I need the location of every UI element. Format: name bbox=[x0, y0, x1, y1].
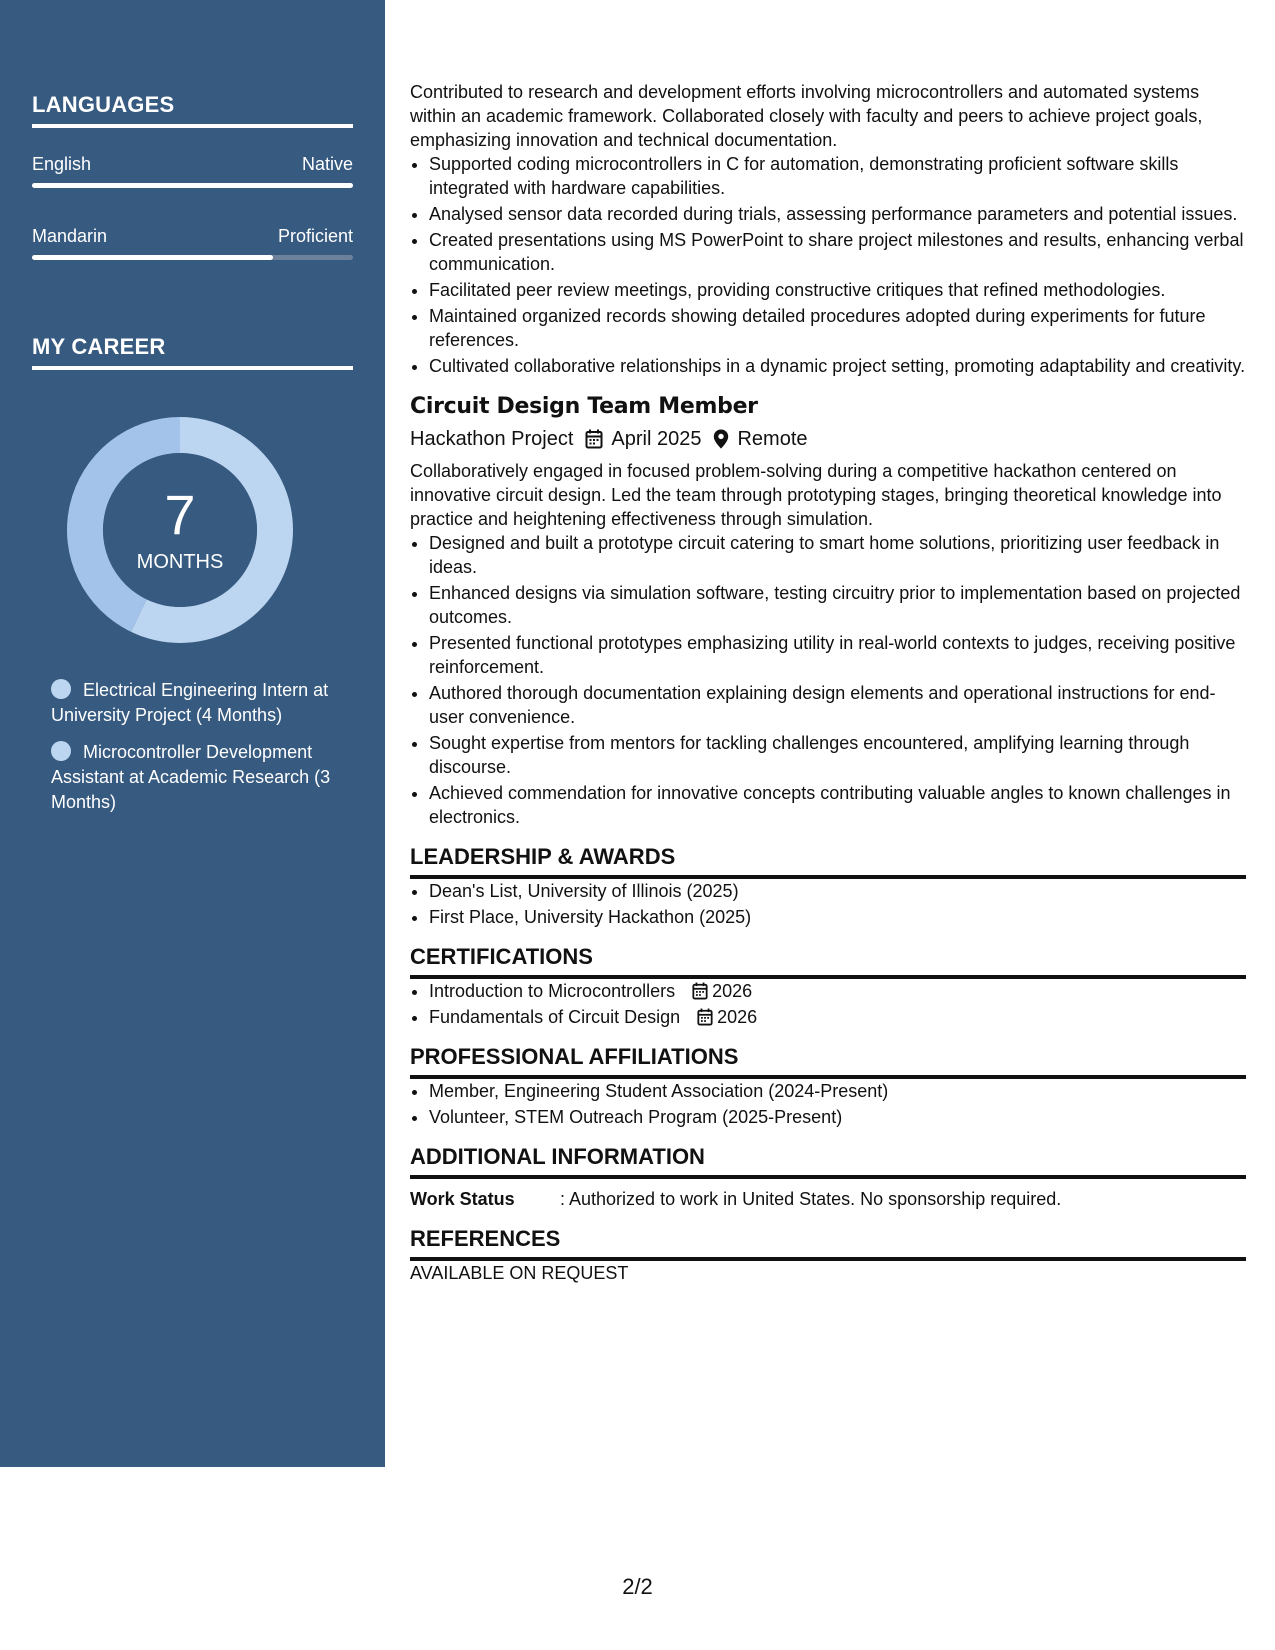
sidebar bbox=[0, 0, 385, 1467]
career-donut bbox=[67, 417, 293, 643]
experience-intro: Contributed to research and development efforts involving microcontrollers and automated systems within an academic framework. Collaborated closely with faculty and peers to achieve project goals, emphasizing innovation and technical documentation. bbox=[410, 82, 1203, 150]
work-status-value: : Authorized to work in United States. No sponsorship required. bbox=[560, 1189, 1062, 1209]
job-location: Remote bbox=[737, 428, 808, 450]
legend-dot bbox=[51, 679, 71, 699]
work-status-row bbox=[410, 1187, 1246, 1211]
bullet: • Dean's List, University of Illinois (2025) bbox=[429, 879, 1246, 903]
languages-section bbox=[32, 92, 353, 260]
career-item-text: Microcontroller Development Assistant at Academic Research (3 Months) bbox=[51, 742, 331, 812]
legend-dot bbox=[51, 741, 71, 761]
career-item bbox=[51, 678, 351, 728]
certifications-list bbox=[410, 979, 1246, 1029]
affiliations-list bbox=[410, 1079, 1246, 1129]
job-title: Circuit Design Team Member bbox=[410, 394, 758, 419]
references-text: AVAILABLE ON REQUEST bbox=[410, 1263, 629, 1283]
bullet: • Enhanced designs via simulation software, testing circuitry prior to implementation based on projected outcomes. bbox=[429, 581, 1246, 629]
bullet: • First Place, University Hackathon (2025) bbox=[429, 905, 1246, 929]
calendar-icon bbox=[585, 429, 603, 449]
calendar-icon bbox=[692, 982, 708, 1000]
section-title-additional: ADDITIONAL INFORMATION bbox=[410, 1143, 1246, 1179]
language-item-english bbox=[32, 154, 353, 188]
section-title-leadership: LEADERSHIP & AWARDS bbox=[410, 843, 1246, 879]
bullet: • Volunteer, STEM Outreach Program (2025-Present) bbox=[429, 1105, 1246, 1129]
work-status-label: Work Status bbox=[410, 1189, 515, 1209]
language-level: Native bbox=[301, 154, 353, 174]
certification-year: 2026 bbox=[712, 981, 753, 1001]
bullet: • Facilitated peer review meetings, providing constructive critiques that refined methodologies. bbox=[429, 278, 1246, 302]
language-name: Mandarin bbox=[32, 226, 108, 246]
career-list bbox=[51, 678, 351, 827]
certification-item bbox=[429, 1005, 1246, 1029]
certification-name: Fundamentals of Circuit Design bbox=[429, 1007, 681, 1027]
bullet: • Maintained organized records showing detailed procedures adopted during experiments for future references. bbox=[429, 304, 1246, 352]
certification-item bbox=[429, 979, 1246, 1003]
career-title: MY CAREER bbox=[32, 334, 353, 370]
languages-title: LANGUAGES bbox=[32, 92, 353, 128]
job-description: Collaboratively engaged in focused problem-solving during a competitive hackathon centered on innovative circuit design. Led the team through prototyping stages, bringing theoretical knowledge into practice and heightening effectiveness through simulation. bbox=[410, 461, 1222, 529]
job-date: April 2025 bbox=[611, 428, 702, 450]
bullet: • Cultivated collaborative relationships in a dynamic project setting, promoting adaptability and creativity. bbox=[429, 354, 1246, 378]
bullet: • Sought expertise from mentors for tackling challenges encountered, amplifying learning through discourse. bbox=[429, 731, 1246, 779]
career-item bbox=[51, 740, 351, 815]
language-bar bbox=[32, 255, 353, 260]
language-item-mandarin bbox=[32, 226, 353, 260]
leadership-list bbox=[410, 879, 1246, 929]
bullet: • Achieved commendation for innovative concepts contributing valuable angles to known challenges in electronics. bbox=[429, 781, 1246, 829]
bullet: • Presented functional prototypes emphasizing utility in real-world contexts to judges, receiving positive reinforcement. bbox=[429, 631, 1246, 679]
bullet: • Member, Engineering Student Association (2024-Present) bbox=[429, 1079, 1246, 1103]
career-total-number: 7 bbox=[164, 483, 196, 546]
section-title-certifications: CERTIFICATIONS bbox=[410, 943, 1246, 979]
language-bar bbox=[32, 183, 353, 188]
bullet: • Analysed sensor data recorded during trials, assessing performance parameters and potential issues. bbox=[429, 202, 1246, 226]
language-bar-fill bbox=[32, 183, 353, 188]
bullet: • Designed and built a prototype circuit catering to smart home solutions, prioritizing user feedback in ideas. bbox=[429, 531, 1246, 579]
job-org: Hackathon Project bbox=[410, 428, 574, 450]
bullet: • Authored thorough documentation explaining design elements and operational instructions for end-user convenience. bbox=[429, 681, 1246, 729]
experience-bullets bbox=[410, 152, 1246, 378]
language-level: Proficient bbox=[277, 226, 353, 246]
job-bullets bbox=[410, 531, 1246, 829]
career-item-text: Electrical Engineering Intern at University Project (4 Months) bbox=[51, 680, 329, 725]
map-pin-icon bbox=[713, 429, 729, 449]
calendar-icon bbox=[697, 1008, 713, 1026]
certification-year: 2026 bbox=[717, 1007, 758, 1027]
language-name: English bbox=[32, 154, 92, 174]
section-title-affiliations: PROFESSIONAL AFFILIATIONS bbox=[410, 1043, 1246, 1079]
bullet: • Supported coding microcontrollers in C for automation, demonstrating proficient software skills integrated with hardware capabilities. bbox=[429, 152, 1246, 200]
bullet: • Created presentations using MS PowerPoint to share project milestones and results, enhancing verbal communication. bbox=[429, 228, 1246, 276]
language-bar-fill bbox=[32, 255, 273, 260]
career-total-unit: MONTHS bbox=[136, 551, 224, 573]
page-number: 2/2 bbox=[622, 1574, 653, 1599]
job-meta bbox=[410, 425, 1246, 453]
certification-name: Introduction to Microcontrollers bbox=[429, 981, 676, 1001]
section-title-references: REFERENCES bbox=[410, 1225, 1246, 1261]
career-section bbox=[32, 334, 353, 370]
main-content bbox=[410, 80, 1246, 1285]
